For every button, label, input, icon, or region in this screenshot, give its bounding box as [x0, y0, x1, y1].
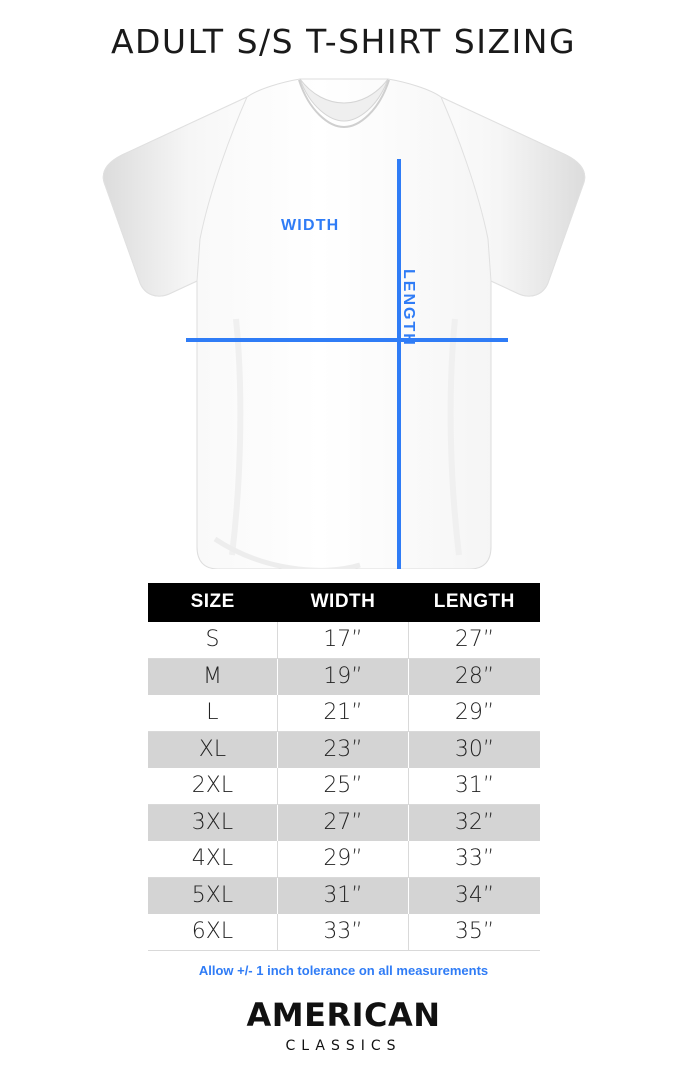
cell-length: 30” [409, 732, 540, 769]
cell-size: L [148, 695, 277, 732]
table-row [148, 878, 540, 915]
cell-length: 27” [409, 622, 540, 659]
cell-width: 21” [277, 695, 408, 732]
cell-size: XL [148, 732, 277, 769]
cell-size: M [148, 659, 277, 696]
cell-length: 29” [409, 695, 540, 732]
table-row [148, 768, 540, 805]
cell-length: 31” [409, 768, 540, 805]
header-width: WIDTH [277, 583, 408, 622]
cell-length: 34” [409, 878, 540, 915]
cell-size: S [148, 622, 277, 659]
cell-size: 4XL [148, 841, 277, 878]
brand-logo [0, 996, 687, 1054]
cell-length: 33” [409, 841, 540, 878]
brand-name: AMERICAN [246, 996, 441, 1034]
table-row [148, 622, 540, 659]
tshirt-diagram [0, 69, 687, 569]
cell-width: 29” [277, 841, 408, 878]
cell-length: 28” [409, 659, 540, 696]
brand-tagline: CLASSICS [285, 1038, 402, 1054]
size-table-head [148, 583, 540, 622]
cell-length: 32” [409, 805, 540, 842]
cell-width: 33” [277, 914, 408, 951]
table-row [148, 805, 540, 842]
cell-size: 2XL [148, 768, 277, 805]
tshirt-illustration [0, 69, 687, 569]
header-length: LENGTH [409, 583, 540, 622]
table-row [148, 659, 540, 696]
table-header-row [148, 583, 540, 622]
cell-size: 3XL [148, 805, 277, 842]
table-row [148, 914, 540, 951]
tolerance-note: Allow +/- 1 inch tolerance on all measurements [198, 963, 489, 978]
width-label: WIDTH [281, 217, 340, 234]
cell-width: 31” [277, 878, 408, 915]
cell-width: 23” [277, 732, 408, 769]
length-label: LENGTH [400, 269, 417, 347]
table-row [148, 695, 540, 732]
cell-width: 17” [277, 622, 408, 659]
size-table-container [148, 583, 540, 951]
cell-size: 6XL [148, 914, 277, 951]
cell-width: 27” [277, 805, 408, 842]
size-table [148, 583, 540, 951]
page-title: ADULT S/S T-SHIRT SIZING [110, 22, 577, 61]
cell-length: 35” [409, 914, 540, 951]
header-size: SIZE [148, 583, 277, 622]
table-row [148, 841, 540, 878]
cell-width: 25” [277, 768, 408, 805]
cell-size: 5XL [148, 878, 277, 915]
table-row [148, 732, 540, 769]
cell-width: 19” [277, 659, 408, 696]
size-table-body [148, 622, 540, 951]
